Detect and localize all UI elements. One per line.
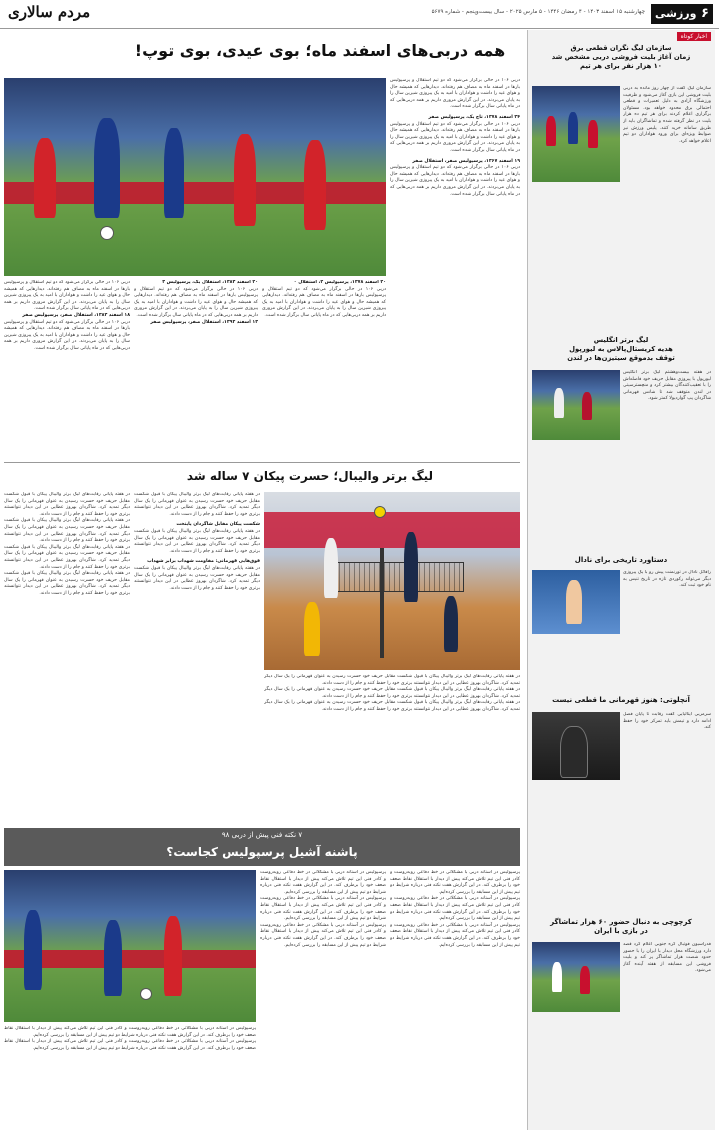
section-name: ورزشی (655, 7, 697, 20)
lead-subhead-5: ۱۳ اسفند ۱۳۹۲، استقلال صفر، پرسپولیس صفر (150, 319, 258, 325)
lead-headline: همه دربی‌های اسفند ماه؛ بوی عیدی، بوی توپ! (134, 41, 506, 60)
volleyball-column-right (264, 674, 520, 822)
sidebar-story-4-photo (532, 712, 620, 780)
volleyball-column-mid (134, 492, 260, 822)
lead-body-cont-2: دربی ۱۰۶ در حالی برگزار می‌شود که دو تیم استقلال و پرسپولیس بارها در اسفند ماه به مصاف هم رفته‌اند. دیدارهایی که همیشه حال و هوای عید را داشت و هواداران با امید به یک پیروزی شیرین سال را به پایان می‌بردند. در این گزارش مروری داریم بر همه دربی‌هایی که در ماه پایانی سال برگزار شده است. (390, 165, 520, 197)
volleyball-left-text: در هفته پایانی رقابت‌های لیگ برتر والیبال پیکان با قبول شکست مقابل حریف خود حسرت رسیدن به عنوان قهرمانی را یک سال دیگر تمدید کرد. شاگردان بهروز عطایی در این دیدار نتوانستند برتری خود را حفظ کنند و جام را از دست دادند. (4, 492, 130, 517)
masthead (0, 0, 719, 30)
sidebar-story-3-body: رافائل نادال در تورنمنت پیش رو با یک پیروزی دیگر می‌تواند رکوردی تازه در تاریخ تنیس به نام خود ثبت کند. (623, 570, 711, 589)
lead-divider (4, 462, 520, 463)
volleyball-mid-text-2: در هفته پایانی رقابت‌های لیگ برتر والیبال پیکان با قبول شکست مقابل حریف خود حسرت رسیدن به عنوان قهرمانی را یک سال دیگر تمدید کرد. شاگردان بهروز عطایی در این دیدار نتوانستند برتری خود را حفظ کنند و جام را از دست دادند. (134, 528, 260, 554)
volleyball-subhead-2: فوق‌هایی قهرمانی: مقاومت شهداب برابر شهداب (147, 559, 260, 565)
volleyball-body-3: در هفته پایانی رقابت‌های لیگ برتر والیبال پیکان با قبول شکست مقابل حریف خود حسرت رسیدن به عنوان قهرمانی را یک سال دیگر تمدید کرد. شاگردان بهروز عطایی در این دیدار نتوانستند برتری خود را حفظ کنند و جام را از دست دادند. (264, 700, 520, 712)
volleyball-headline: لیگ برتر والیبال؛ حسرت پیکان ۷ ساله شد (186, 469, 434, 483)
masthead-rule (0, 28, 719, 29)
volleyball-mid-text-3: در هفته پایانی رقابت‌های لیگ برتر والیبال پیکان با قبول شکست مقابل حریف خود حسرت رسیدن به عنوان قهرمانی را یک سال دیگر تمدید کرد. شاگردان بهروز عطایی در این دیدار نتوانستند برتری خود را حفظ کنند و جام را از دست دادند. (134, 565, 260, 591)
sidebar-story-5-body: فدراسیون فوتبال کره جنوبی اعلام کرد قصد دارد ورزشگاه محل دیدار با ایران را با حضور حدود شصت هزار تماشاگر پر کند و بلیت فروشی این مسابقه از هفته آینده آغاز می‌شود. (623, 942, 711, 974)
volleyball-column-left (4, 492, 130, 822)
bottom-headline: پاشنه آشیل پرسپولیس کجاست؟ (166, 845, 358, 859)
sidebar-story-2-title: لیگ برتر انگلیس هدیه کریستال‌پالاس به لیورپول توقف بدموقع سیتیزن‌ها در لندن (567, 336, 675, 362)
dateline: چهارشنبه ۱۵ اسفند ۱۴۰۳ - ۴ رمضان ۱۴۴۶ - ۵ مارس ۲۰۲۵ - سال بیست‌وپنجم - شماره ۵۶۷۹ (431, 9, 645, 15)
lead-column-a (262, 280, 386, 458)
bottom-left-text-2: پرسپولیس در آستانه دربی با مشکلاتی در خط دفاعی روبه‌روست و کادر فنی این تیم تلاش می‌کند پیش از دیدار با استقلال نقاط ضعف خود را برطرف کند. در این گزارش هفت نکته فنی درباره شرایط دو تیم پیش از این مسابقه را بررسی کرده‌ایم. (4, 1039, 256, 1051)
volleyball-left-text-3: در هفته پایانی رقابت‌های لیگ برتر والیبال پیکان با قبول شکست مقابل حریف خود حسرت رسیدن به عنوان قهرمانی را یک سال دیگر تمدید کرد. شاگردان بهروز عطایی در این دیدار نتوانستند برتری خود را حفظ کنند و جام را از دست دادند. (4, 544, 130, 570)
bottom-kicker: ۷ نکته فنی پیش از دربی ۹۸ (221, 831, 303, 839)
sidebar-story-3-title: دستاورد تاریخی برای نادال (574, 556, 668, 564)
volleyball-left-text-4: در هفته پایانی رقابت‌های لیگ برتر والیبال پیکان با قبول شکست مقابل حریف خود حسرت رسیدن به عنوان قهرمانی را یک سال دیگر تمدید کرد. شاگردان بهروز عطایی در این دیدار نتوانستند برتری خود را حفظ کنند و جام را از دست دادند. (4, 571, 130, 596)
sidebar-story-1-title: سازمان لیگ نگران قطعی برق زمان آغاز بلیت فروشی دربی مشخص شد ۱۰ هزار نفر برای هر تیم (551, 44, 691, 70)
sidebar-tag: اخبار کوتاه (677, 32, 711, 41)
lead-subhead-1: ۲۴ اسفند ۱۳۷۸، تاج یک، پرسپولیس صفر (428, 114, 520, 120)
sidebar-story-3-photo (532, 570, 620, 634)
sidebar-story-5-title: کرچوچی به دنبال حضور ۶۰ هزار تماشاگر در بازی با ایران (550, 918, 692, 935)
page-number: ۶ (701, 6, 709, 21)
lead-col-b-text: دربی ۱۰۶ در حالی برگزار می‌شود که دو تیم استقلال و پرسپولیس بارها در اسفند ماه به مصاف هم رفته‌اند. دیدارهایی که همیشه حال و هوای عید را داشت و هواداران با امید به یک پیروزی شیرین سال را به پایان می‌بردند. در این گزارش مروری داریم بر همه دربی‌هایی که در ماه پایانی سال برگزار شده است. (134, 286, 258, 318)
lead-photo (4, 78, 386, 276)
lead-subhead-6: ۱۸ اسفند ۱۳۸۳، استقلال صفر، پرسپولیس صفر (22, 312, 130, 318)
bottom-mid-text-2: پرسپولیس در آستانه دربی با مشکلاتی در خط دفاعی روبه‌روست و کادر فنی این تیم تلاش می‌کند پیش از دیدار با استقلال نقاط ضعف خود را برطرف کند. در این گزارش هفت نکته فنی درباره شرایط دو تیم پیش از این مسابقه را بررسی کرده‌ایم. (260, 896, 386, 922)
sidebar-story-1-body: سازمان لیگ گفت از چهار روز مانده به دربی بلیت فروشی این بازی آغاز می‌شود و ظرفیت ورزشگاه آزادی به دلیل تعمیرات و قطعی احتمالی برق محدود خواهد بود. مسئولان برگزاری اعلام کردند برای هر تیم ده هزار بلیت در نظر گرفته شده و تماشاگران باید از طریق سامانه خرید کنند. پلیس ورزش نیز ضوابط ویژه‌ای برای ورود هواداران دو تیم اعلام خواهد کرد. (623, 86, 711, 144)
bottom-body-3: پرسپولیس در آستانه دربی با مشکلاتی در خط دفاعی روبه‌روست و کادر فنی این تیم تلاش می‌کند پیش از دیدار با استقلال نقاط ضعف خود را برطرف کند. در این گزارش هفت نکته فنی درباره شرایط دو تیم پیش از این مسابقه را بررسی کرده‌ایم. (390, 922, 520, 948)
bottom-banner (4, 828, 520, 866)
volleyball-mid-text: در هفته پایانی رقابت‌های لیگ برتر والیبال پیکان با قبول شکست مقابل حریف خود حسرت رسیدن به عنوان قهرمانی را یک سال دیگر تمدید کرد. شاگردان بهروز عطایی در این دیدار نتوانستند برتری خود را حفظ کنند و جام را از دست دادند. (134, 492, 260, 517)
bottom-mid-text: پرسپولیس در آستانه دربی با مشکلاتی در خط دفاعی روبه‌روست و کادر فنی این تیم تلاش می‌کند پیش از دیدار با استقلال نقاط ضعف خود را برطرف کند. در این گزارش هفت نکته فنی درباره شرایط دو تیم پیش از این مسابقه را بررسی کرده‌ایم. (260, 870, 386, 895)
bottom-body-2: پرسپولیس در آستانه دربی با مشکلاتی در خط دفاعی روبه‌روست و کادر فنی این تیم تلاش می‌کند پیش از دیدار با استقلال نقاط ضعف خود را برطرف کند. در این گزارش هفت نکته فنی درباره شرایط دو تیم پیش از این مسابقه را بررسی کرده‌ایم. (390, 896, 520, 922)
lead-body-cont: دربی ۱۰۶ در حالی برگزار می‌شود که دو تیم استقلال و پرسپولیس بارها در اسفند ماه به مصاف هم رفته‌اند. دیدارهایی که همیشه حال و هوای عید را داشت و هواداران با امید به یک پیروزی شیرین سال را به پایان می‌بردند. در این گزارش مروری داریم بر همه دربی‌هایی که در ماه پایانی سال برگزار شده است. (390, 121, 520, 153)
bottom-column-left (4, 1026, 256, 1128)
sidebar-story-5-photo (532, 942, 620, 1012)
volleyball-body-2: در هفته پایانی رقابت‌های لیگ برتر والیبال پیکان با قبول شکست مقابل حریف خود حسرت رسیدن به عنوان قهرمانی را یک سال دیگر تمدید کرد. شاگردان بهروز عطایی در این دیدار نتوانستند برتری خود را حفظ کنند و جام را از دست دادند. (264, 687, 520, 699)
lead-body: دربی ۱۰۶ در حالی برگزار می‌شود که دو تیم استقلال و پرسپولیس بارها در اسفند ماه به مصاف هم رفته‌اند. دیدارهایی که همیشه حال و هوای عید را داشت و هواداران با امید به یک پیروزی شیرین سال را به پایان می‌بردند. در این گزارش مروری داریم بر همه دربی‌هایی که در ماه پایانی سال برگزار شده است. (390, 78, 520, 110)
paper-logo: مردم سالاری (8, 3, 91, 21)
lead-col-c-text: دربی ۱۰۶ در حالی برگزار می‌شود که دو تیم استقلال و پرسپولیس بارها در اسفند ماه به مصاف هم رفته‌اند. دیدارهایی که همیشه حال و هوای عید را داشت و هواداران با امید به یک پیروزی شیرین سال را به پایان می‌بردند. در این گزارش مروری داریم بر همه دربی‌هایی که در ماه پایانی سال برگزار شده است. (4, 280, 130, 312)
lead-col-c-text-2: دربی ۱۰۶ در حالی برگزار می‌شود که دو تیم استقلال و پرسپولیس بارها در اسفند ماه به مصاف هم رفته‌اند. دیدارهایی که همیشه حال و هوای عید را داشت و هواداران با امید به یک پیروزی شیرین سال را به پایان می‌بردند. در این گزارش مروری داریم بر همه دربی‌هایی که در ماه پایانی سال برگزار شده است. (4, 319, 130, 351)
volleyball-left-text-2: در هفته پایانی رقابت‌های لیگ برتر والیبال پیکان با قبول شکست مقابل حریف خود حسرت رسیدن به عنوان قهرمانی را یک سال دیگر تمدید کرد. شاگردان بهروز عطایی در این دیدار نتوانستند برتری خود را حفظ کنند و جام را از دست دادند. (4, 518, 130, 544)
sidebar-story-2-photo (532, 370, 620, 440)
volleyball-subhead-1: شکست پیکان مقابل شاگردان پایتخت (176, 522, 260, 528)
lead-subhead-3: ۲۰ اسفند ۱۳۷۸، پرسپولیس ۲، استقلال ۰ (293, 280, 386, 285)
bottom-left-text: پرسپولیس در آستانه دربی با مشکلاتی در خط دفاعی روبه‌روست و کادر فنی این تیم تلاش می‌کند پیش از دیدار با استقلال نقاط ضعف خود را برطرف کند. در این گزارش هفت نکته فنی درباره شرایط دو تیم پیش از این مسابقه را بررسی کرده‌ایم. (4, 1026, 256, 1038)
lead-subhead-4: ۲۰ اسفند ۱۳۸۳، استقلال یک، پرسپولیس ۳ (162, 280, 258, 285)
bottom-body: پرسپولیس در آستانه دربی با مشکلاتی در خط دفاعی روبه‌روست و کادر فنی این تیم تلاش می‌کند پیش از دیدار با استقلال نقاط ضعف خود را برطرف کند. در این گزارش هفت نکته فنی درباره شرایط دو تیم پیش از این مسابقه را بررسی کرده‌ایم. (390, 870, 520, 895)
sidebar-story-4-body: سرمربی ایتالیایی گفت رقابت تا پایان فصل ادامه دارد و تیمش باید تمرکز خود را حفظ کند. (623, 712, 711, 731)
sidebar (527, 30, 715, 1130)
volleyball-photo (264, 492, 520, 670)
lead-column-c (4, 280, 130, 458)
bottom-photo (4, 870, 256, 1022)
sidebar-story-4-title: آنچلوتی: هنوز قهرمانی ما قطعی نیست (552, 696, 690, 704)
sidebar-story-1-photo (532, 86, 620, 182)
bottom-column-right (390, 870, 520, 1128)
page-number-badge (651, 4, 713, 24)
volleyball-body: در هفته پایانی رقابت‌های لیگ برتر والیبال پیکان با قبول شکست مقابل حریف خود حسرت رسیدن به عنوان قهرمانی را یک سال دیگر تمدید کرد. شاگردان بهروز عطایی در این دیدار نتوانستند برتری خود را حفظ کنند و جام را از دست دادند. (264, 674, 520, 686)
lead-column-right (390, 78, 520, 458)
bottom-mid-text-3: پرسپولیس در آستانه دربی با مشکلاتی در خط دفاعی روبه‌روست و کادر فنی این تیم تلاش می‌کند پیش از دیدار با استقلال نقاط ضعف خود را برطرف کند. در این گزارش هفت نکته فنی درباره شرایط دو تیم پیش از این مسابقه را بررسی کرده‌ایم. (260, 922, 386, 948)
sidebar-story-2-body: در هفته بیست‌وهشتم لیگ برتر انگلیس لیورپول با پیروزی مقابل حریف خود فاصله‌اش را با تعقیب‌کنندگان بیشتر کرد و منچسترسیتی در لندن متوقف شد تا شانس قهرمانی شاگردان پپ گواردیولا کمتر شود. (623, 370, 711, 402)
lead-col-a-text: دربی ۱۰۶ در حالی برگزار می‌شود که دو تیم استقلال و پرسپولیس بارها در اسفند ماه به مصاف هم رفته‌اند. دیدارهایی که همیشه حال و هوای عید را داشت و هواداران با امید به یک پیروزی شیرین سال را به پایان می‌بردند. در این گزارش مروری داریم بر همه دربی‌هایی که در ماه پایانی سال برگزار شده است. (262, 286, 386, 318)
bottom-column-mid (260, 870, 386, 1128)
lead-subhead-2: ۱۹ اسفند ۱۳۶۷، پرسپولیس صفر، استقلال صفر (412, 158, 520, 164)
lead-column-b (134, 280, 258, 458)
